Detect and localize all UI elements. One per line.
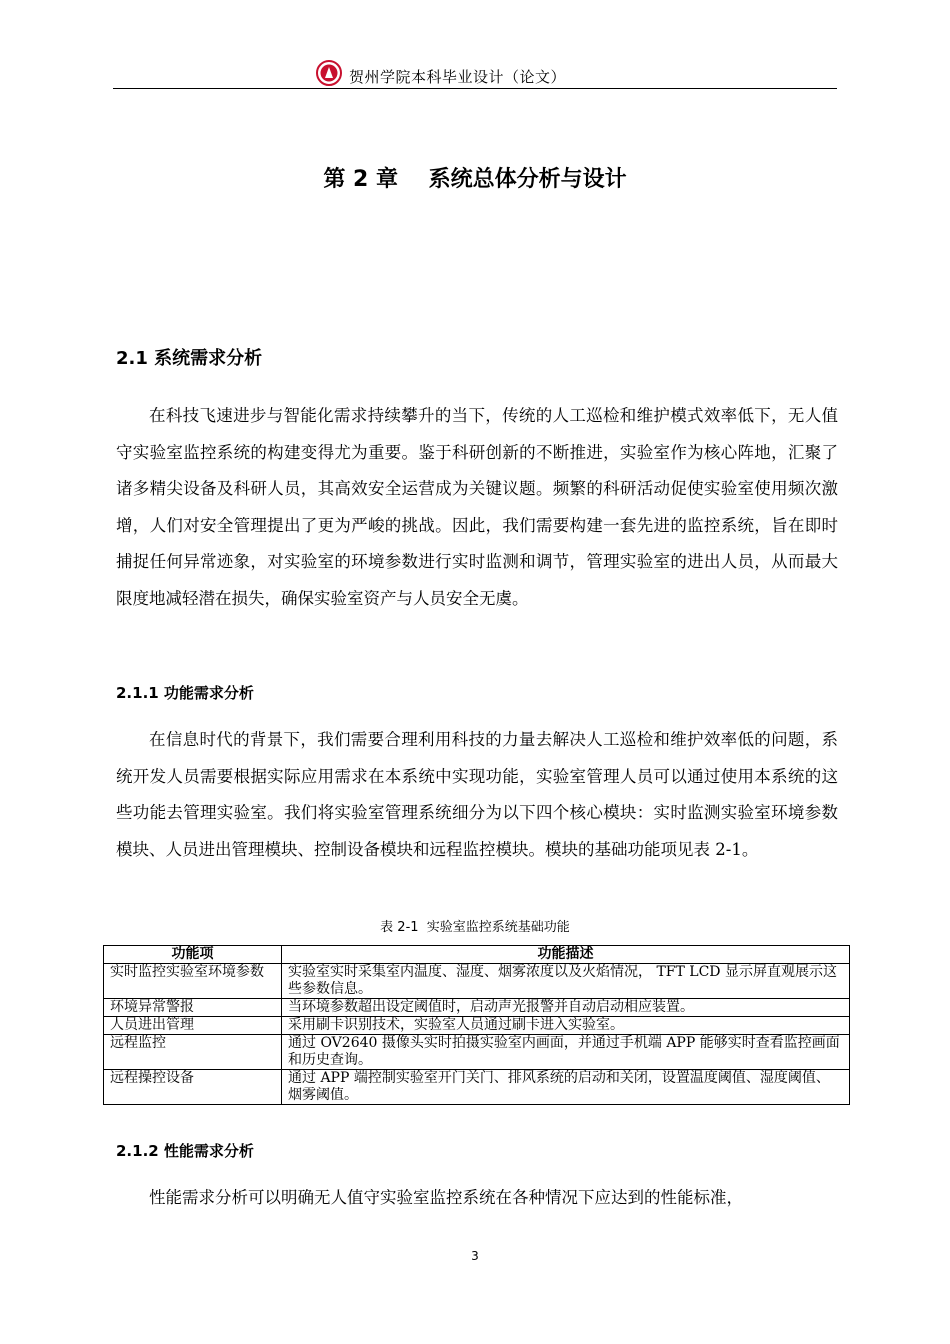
table-header-row xyxy=(104,946,850,964)
table-cell-item: 实时监控实验室环境参数 xyxy=(104,964,282,999)
paragraph-system-requirements: 在科技飞速进步与智能化需求持续攀升的当下，传统的人工巡检和维护模式效率低下，无人值守实验室监控系统的构建变得尤为重要。鉴于科研创新的不断推进，实验室作为核心阵地，汇聚了诸多精尖设备及科研人员，其高效安全运营成为关键议题。频繁的科研活动促使实验室使用频次激增，人们对安全管理提出了更为严峻的挑战。因此，我们需要构建一套先进的监控系统，旨在即时捕捉任何异常迹象，对实验室的环境参数进行实时监测和调节，管理实验室的进出人员，从而最大限度地减轻潜在损失，确保实验室资产与人员安全无虞。 xyxy=(116,406,838,608)
table-cell-desc: 当环境参数超出设定阈值时，启动声光报警并自动启动相应装置。 xyxy=(282,999,850,1017)
table-row xyxy=(104,999,850,1017)
function-table xyxy=(103,945,850,1105)
table-cell-item: 人员进出管理 xyxy=(104,1017,282,1035)
table-header-cell: 功能项 xyxy=(104,946,282,964)
table-header-cell: 功能描述 xyxy=(282,946,850,964)
university-emblem-icon xyxy=(316,60,342,86)
paragraph-functional-requirements: 在信息时代的背景下，我们需要合理利用科技的力量去解决人工巡检和维护效率低的问题，系统开发人员需要根据实际应用需求在本系统中实现功能，实验室管理人员可以通过使用本系统的这些功能去管理实验室。我们将实验室管理系统细分为以下四个核心模块：实时监测实验室环境参数模块、人员进出管理模块、控制设备模块和远程监控模块。模块的基础功能项见表 2-1。 xyxy=(116,730,838,859)
table-cell-desc: 通过 OV2640 摄像头实时拍摄实验室内画面，并通过手机端 APP 能够实时查看监控画面和历史查询。 xyxy=(282,1035,850,1070)
header-title: 贺州学院本科毕业设计（论文） xyxy=(349,68,567,86)
section-title-2-1: 2.1 系统需求分析 xyxy=(116,348,263,369)
subsection-title-2-1-2: 2.1.2 性能需求分析 xyxy=(116,1142,254,1160)
table-cell-desc: 采用刷卡识别技术，实验室人员通过刷卡进入实验室。 xyxy=(282,1017,850,1035)
page-number: 3 xyxy=(471,1249,479,1263)
paragraph-performance-requirements: 性能需求分析可以明确无人值守实验室监控系统在各种情况下应达到的性能标准， xyxy=(149,1188,743,1207)
page-header xyxy=(113,58,837,90)
table-cell-desc: 通过 APP 端控制实验室开门关门、排风系统的启动和关闭，设置温度阈值、湿度阈值、烟雾阈值。 xyxy=(282,1070,850,1105)
table-row xyxy=(104,1035,850,1070)
table-caption: 表 2-1 实验室监控系统基础功能 xyxy=(380,920,570,935)
table-row xyxy=(104,964,850,999)
table-cell-item: 环境异常警报 xyxy=(104,999,282,1017)
table-row xyxy=(104,1017,850,1035)
chapter-title: 第 2 章 系统总体分析与设计 xyxy=(323,167,627,192)
table-cell-item: 远程操控设备 xyxy=(104,1070,282,1105)
subsection-title-2-1-1: 2.1.1 功能需求分析 xyxy=(116,684,254,702)
header-divider xyxy=(113,88,837,89)
table-row xyxy=(104,1070,850,1105)
table-cell-desc: 实验室实时采集室内温度、湿度、烟雾浓度以及火焰情况， TFT LCD 显示屏直观展示这些参数信息。 xyxy=(282,964,850,999)
table-cell-item: 远程监控 xyxy=(104,1035,282,1070)
